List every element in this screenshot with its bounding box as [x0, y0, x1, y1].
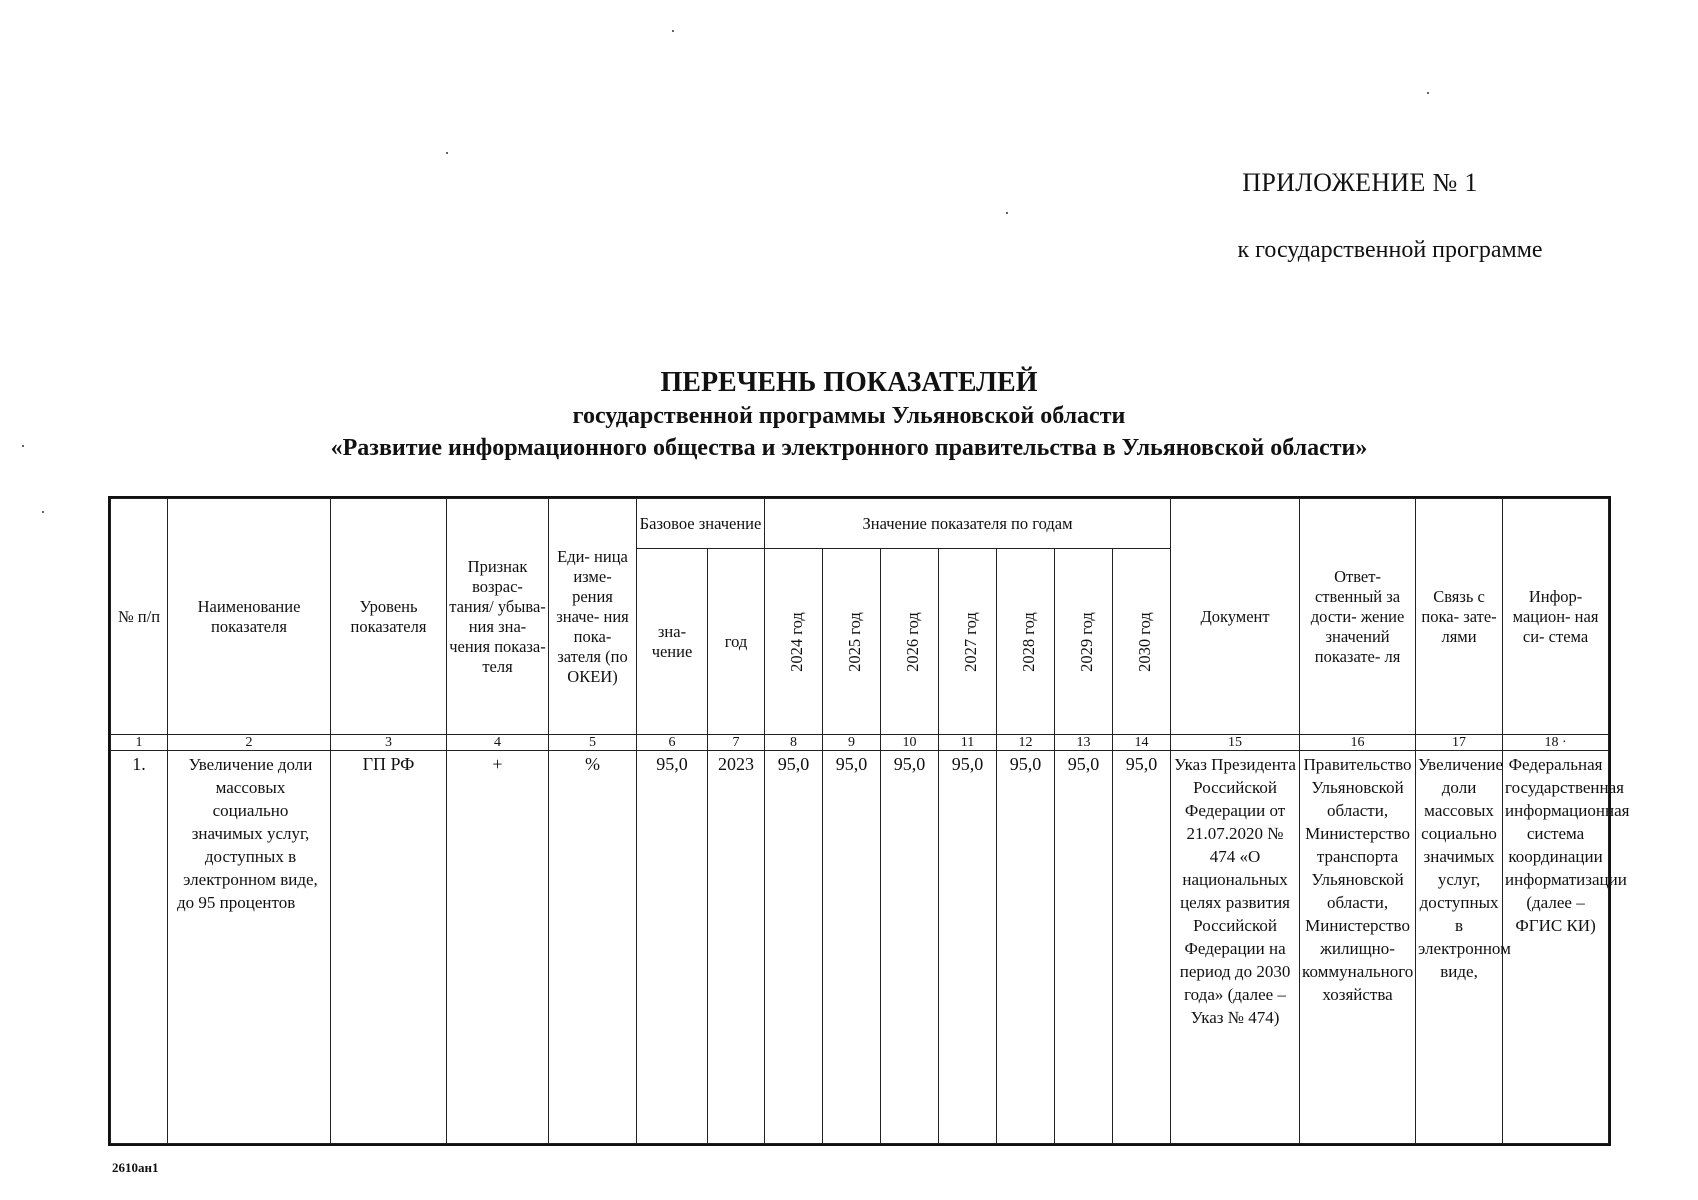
program-name: «Развитие информационного общества и электронного правительства в Ульяновской области» — [330, 435, 1368, 461]
col-number: 16 — [1300, 735, 1416, 751]
base-value: 95,0 — [637, 751, 708, 1144]
scan-speck — [1006, 212, 1008, 214]
source-document: Указ Президента Российской Федерации от 21.07.2020 № 474 «О национальных целях развития Российской Федерации на период до 2030 года» (далее – Указ № 474) — [1171, 751, 1300, 1144]
scan-speck — [42, 511, 44, 513]
header-info-system: Инфор- мацион- ная си- стема — [1503, 499, 1609, 735]
scan-speck — [22, 445, 24, 447]
indicator-unit: % — [549, 751, 637, 1144]
value-2024: 95,0 — [765, 751, 823, 1144]
indicator-level: ГП РФ — [331, 751, 447, 1144]
col-number: 5 — [549, 735, 637, 751]
scan-speck — [1427, 92, 1429, 94]
value-2026: 95,0 — [881, 751, 939, 1144]
col-number: 8 — [765, 735, 823, 751]
header-base: Базовое значение — [637, 499, 765, 549]
indicators-table — [110, 498, 1630, 1144]
header-year-2026 — [881, 549, 939, 735]
col-number: 12 — [997, 735, 1055, 751]
header-year-2024 — [765, 549, 823, 735]
header-unit: Еди- ница изме- рения значе- ния пока- зателя (по ОКЕИ) — [549, 499, 637, 735]
col-number: 6 — [637, 735, 708, 751]
table-row — [111, 751, 1609, 1144]
header-year-2029 — [1055, 549, 1113, 735]
year-label: 2027 год — [960, 611, 980, 672]
value-2030: 95,0 — [1113, 751, 1171, 1144]
col-number: 10 — [881, 735, 939, 751]
col-number: 13 — [1055, 735, 1113, 751]
header-years: Значение показателя по годам — [765, 499, 1171, 549]
document-title: ПЕРЕЧЕНЬ ПОКАЗАТЕЛЕЙ — [660, 367, 1038, 398]
header-year-2028 — [997, 549, 1055, 735]
year-label: 2030 год — [1134, 611, 1154, 672]
col-number: 9 — [823, 735, 881, 751]
header-base-year: год — [708, 549, 765, 735]
value-2029: 95,0 — [1055, 751, 1113, 1144]
header-base-value: зна- чение — [637, 549, 708, 735]
scan-speck — [446, 152, 448, 154]
scan-speck — [672, 30, 674, 32]
document-code: 2610ан1 — [112, 1160, 159, 1175]
col-number: 4 — [447, 735, 549, 751]
header-link: Связь с пока- зате- лями — [1416, 499, 1503, 735]
row-number: 1. — [111, 751, 168, 1144]
responsible-body: Правительство Ульяновской области, Министерство транспорта Ульяновской области, Министерство жилищно-коммунального хозяйства — [1300, 751, 1416, 1144]
header-num: № п/п — [111, 499, 168, 735]
col-number: 17 — [1416, 735, 1503, 751]
indicator-sign: + — [447, 751, 549, 1144]
indicator-name: Увеличение доли массовых социально значимых услуг, доступных в электронном виде, до 95 процентов — [168, 751, 331, 1144]
information-system: Федеральная государственная информационная система координации информатизации (далее – ФГИС КИ) — [1503, 751, 1609, 1144]
header-sign: Признак возрас- тания/ убыва- ния зна- чения показа- теля — [447, 499, 549, 735]
document-subtitle: государственной программы Ульяновской области — [572, 403, 1126, 429]
appendix-subheading: к государственной программе — [1237, 237, 1543, 263]
col-number: 14 — [1113, 735, 1171, 751]
header-row-top — [111, 499, 1609, 549]
col-number: 1 — [111, 735, 168, 751]
col-number: 15 — [1171, 735, 1300, 751]
col-number: 3 — [331, 735, 447, 751]
year-label: 2028 год — [1018, 611, 1038, 672]
linked-indicators: Увеличение доли массовых социально значимых услуг, доступных в электронном виде, — [1416, 751, 1503, 1144]
appendix-heading: ПРИЛОЖЕНИЕ № 1 — [1242, 168, 1478, 197]
header-document: Документ — [1171, 499, 1300, 735]
header-level: Уровень показателя — [331, 499, 447, 735]
header-year-2025 — [823, 549, 881, 735]
year-label: 2024 год — [786, 611, 806, 672]
base-year: 2023 — [708, 751, 765, 1144]
col-number: 11 — [939, 735, 997, 751]
header-name: Наименование показателя — [168, 499, 331, 735]
value-2027: 95,0 — [939, 751, 997, 1144]
header-year-2030 — [1113, 549, 1171, 735]
year-label: 2026 год — [902, 611, 922, 672]
header-year-2027 — [939, 549, 997, 735]
col-number: 18 · — [1503, 735, 1609, 751]
value-2025: 95,0 — [823, 751, 881, 1144]
header-responsible: Ответ- ственный за дости- жение значений показате- ля — [1300, 499, 1416, 735]
year-label: 2029 год — [1076, 611, 1096, 672]
col-number: 7 — [708, 735, 765, 751]
col-number: 2 — [168, 735, 331, 751]
column-number-row — [111, 735, 1609, 751]
year-label: 2025 год — [844, 611, 864, 672]
value-2028: 95,0 — [997, 751, 1055, 1144]
